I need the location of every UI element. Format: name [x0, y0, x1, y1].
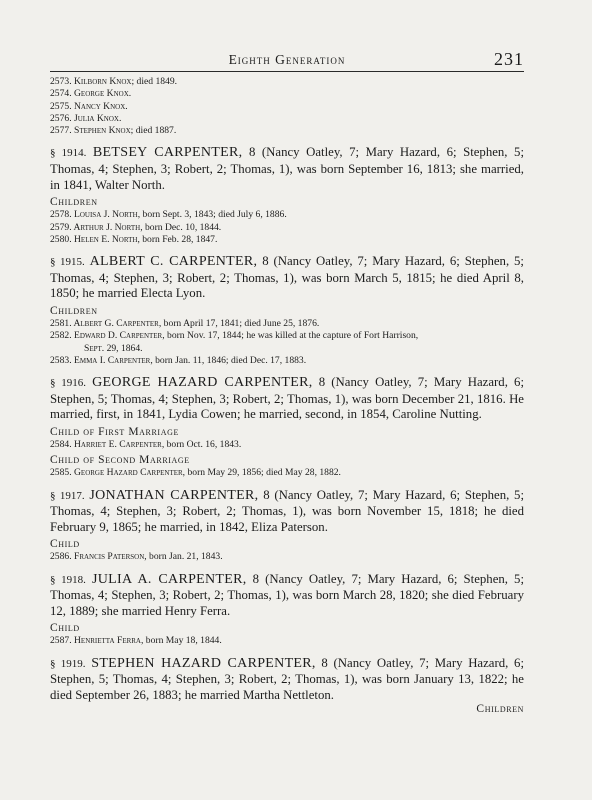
person-name: George Knox — [74, 88, 129, 100]
running-head: Eighth Generation — [228, 52, 346, 67]
list-item: 2587. Henrietta Ferra, born May 18, 1844. — [50, 635, 222, 647]
section-number: § 1916. — [50, 377, 86, 390]
entry-text: 8 (Nancy Oatley, 7; Mary Hazard, 6; Stephen, 5; Thomas, 4; Stephen, 3; Robert, 2; Thomas, 1), was born January 13, 1822; he died September 26, 1883; he married Martha Nettleton. — [50, 655, 524, 702]
entry-paragraph — [50, 572, 524, 620]
person-name: Helen E. North — [74, 233, 138, 245]
entry-name: BETSEY CARPENTER, — [92, 145, 243, 161]
children-heading: Child of First Marriage — [50, 425, 179, 438]
list-item: 2582. Edward D. Carpenter, born Nov. 17, 1844; he was killed at the capture of Fort Harrison, — [50, 330, 419, 342]
person-name: Louisa J. North — [74, 209, 138, 221]
entry-text: 8 (Nancy Oatley, 7; Mary Hazard, 6; Stephen, 5; Thomas, 4; Stephen, 3; Robert, 2; Thomas, 1), was born November 15, 1818; he died February 9, 1865; he married, in 1842, Eliza Paterson. — [50, 487, 525, 534]
list-item: 2583. Emma I. Carpenter, born Jan. 11, 1846; died Dec. 17, 1883. — [50, 354, 307, 366]
entry-name: JULIA A. CARPENTER, — [91, 571, 247, 587]
top-list — [50, 76, 524, 137]
section-number: § 1919. — [50, 657, 86, 670]
person-name: Albert G. Carpenter — [73, 317, 159, 329]
entry-paragraph — [50, 254, 524, 302]
person-name: Julia Knox — [74, 112, 119, 124]
section-number: § 1918. — [50, 573, 86, 586]
children-heading: Child — [50, 622, 80, 635]
list-item: 2575. Nancy Knox. — [50, 100, 128, 112]
header-rule — [50, 71, 524, 72]
list-item: 2586. Francis Paterson, born Jan. 21, 1843. — [50, 551, 223, 563]
section-number: § 1915. — [50, 256, 85, 269]
person-name: Stephen Knox — [74, 125, 131, 137]
entry-paragraph — [50, 145, 524, 193]
genealogy-entry — [50, 488, 524, 564]
person-name: George Hazard Carpenter — [74, 467, 183, 479]
children-heading: Children — [50, 196, 98, 209]
list-item: 2573. Kilborn Knox; died 1849. — [50, 76, 178, 87]
entry-name: GEORGE HAZARD CARPENTER, — [92, 375, 313, 391]
list-item-continuation: Sept. 29, 1864. — [84, 342, 143, 354]
person-name: Kilborn Knox — [74, 76, 132, 87]
entry-text: 8 (Nancy Oatley, 7; Mary Hazard, 6; Stephen, 5; Thomas, 4; Stephen, 3; Robert, 2; Thomas, 1), was born September 16, 1813; she married, in 1841, Walter North. — [50, 145, 524, 192]
person-name: Edward D. Carpenter — [74, 330, 163, 342]
section-number: § 1917. — [50, 489, 85, 502]
entry-name: ALBERT C. CARPENTER, — [89, 254, 258, 270]
person-name: Arthur J. North — [73, 221, 141, 233]
children-heading: Child — [50, 538, 80, 551]
catchword: Children — [476, 703, 524, 716]
list-item: 2576. Julia Knox. — [50, 112, 122, 124]
person-name: Harriet E. Carpenter — [74, 438, 162, 450]
entry-text: 8 (Nancy Oatley, 7; Mary Hazard, 6; Stephen, 5; Thomas, 4; Stephen, 3; Robert, 2; Thomas, 1), was born December 21, 1816. He married, first, in 1841, Lydia Cowen; he married, second, in 1854, Caroline Nutting. — [50, 375, 525, 422]
list-item: 2578. Louisa J. North, born Sept. 3, 1843; died July 6, 1886. — [50, 209, 287, 221]
genealogy-entry — [50, 572, 524, 648]
children-heading: Child of Second Marriage — [50, 454, 190, 467]
genealogy-entry — [50, 145, 524, 246]
entry-paragraph — [50, 375, 524, 423]
entry-name: STEPHEN HAZARD CARPENTER, — [91, 655, 316, 671]
person-name: Henrietta Ferra — [74, 635, 141, 647]
children-heading: Children — [50, 304, 98, 317]
genealogy-entry — [50, 656, 524, 704]
person-name: Emma I. Carpenter — [74, 354, 151, 366]
genealogy-entry — [50, 375, 524, 479]
entry-paragraph — [50, 656, 524, 704]
list-item: 2581. Albert G. Carpenter, born April 17, 1841; died June 25, 1876. — [50, 317, 320, 329]
book-page — [50, 0, 524, 800]
list-item: 2584. Harriet E. Carpenter, born Oct. 16, 1843. — [50, 438, 242, 450]
list-item: 2585. George Hazard Carpenter, born May 29, 1856; died May 28, 1882. — [50, 467, 341, 479]
genealogy-entry — [50, 254, 524, 367]
entry-text: 8 (Nancy Oatley, 7; Mary Hazard, 6; Stephen, 5; Thomas, 4; Stephen, 3; Robert, 2; Thomas, 1), was born March 28, 1820; she died February 12, 1889; she married Henry Ferra. — [50, 571, 525, 618]
section-number: § 1914. — [50, 147, 87, 160]
page-number: 231 — [494, 49, 524, 69]
list-item: 2574. George Knox. — [50, 88, 132, 100]
page-content — [50, 76, 524, 716]
list-item: 2579. Arthur J. North, born Dec. 10, 1844. — [50, 221, 222, 233]
person-name: Francis Paterson — [74, 551, 145, 563]
person-name: Nancy Knox — [74, 100, 126, 112]
entry-paragraph — [50, 488, 524, 536]
entry-name: JONATHAN CARPENTER, — [89, 487, 259, 503]
page-header — [50, 49, 524, 72]
entry-text: 8 (Nancy Oatley, 7; Mary Hazard, 6; Stephen, 5; Thomas, 4; Stephen, 3; Robert, 2; Thomas, 1), was born March 5, 1815; he died April 8, 1850; he married Electa Lyon. — [50, 254, 524, 301]
list-item: 2580. Helen E. North, born Feb. 28, 1847. — [50, 233, 218, 245]
list-item: 2577. Stephen Knox; died 1887. — [50, 125, 177, 137]
